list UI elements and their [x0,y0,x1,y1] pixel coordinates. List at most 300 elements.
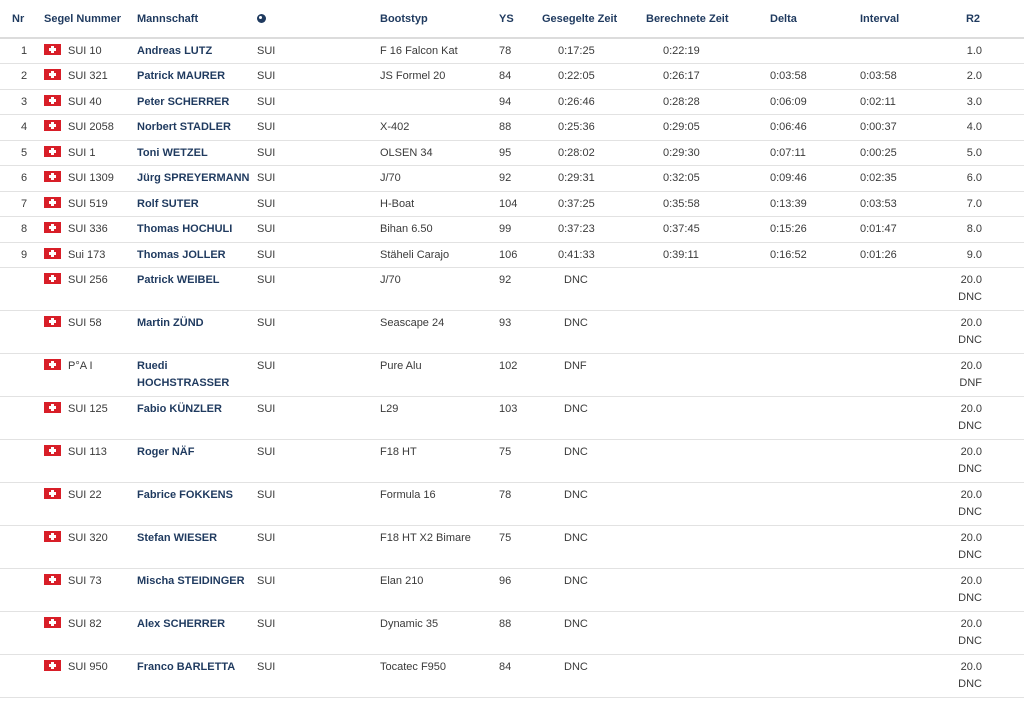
table-row[interactable] [0,268,1024,311]
sail-number: SUI 125 [68,403,108,415]
cell-r2 [914,440,1024,483]
cell-interval [822,354,914,397]
cell-team[interactable]: Thomas HOCHULI [137,217,257,243]
cell-ys: 102 [499,354,532,397]
cell-corrected-time [636,612,727,655]
cell-ys: 92 [499,268,532,311]
cell-delta [727,612,822,655]
cell-interval [822,311,914,354]
swiss-flag-icon [44,146,61,157]
cell-delta: 0:09:46 [727,166,822,192]
cell-ys: 93 [499,311,532,354]
swiss-flag-icon [44,445,61,456]
cell-boat-type: Bihan 6.50 [380,217,499,243]
cell-sail-number [38,191,137,217]
cell-nation: SUI [257,115,380,141]
cell-boat-type: H-Boat [380,191,499,217]
cell-team[interactable]: Peter SCHERRER [137,89,257,115]
cell-interval: 0:03:53 [822,191,914,217]
cell-sail-number [38,397,137,440]
cell-delta [727,268,822,311]
cell-nr [0,483,38,526]
r2-points: 20.0 [960,317,982,329]
table-row[interactable] [0,64,1024,90]
swiss-flag-icon [44,95,61,106]
header-row [0,0,1024,38]
cell-nation: SUI [257,440,380,483]
table-row[interactable] [0,115,1024,141]
sail-number: SUI 10 [68,45,102,57]
cell-delta [727,354,822,397]
table-row[interactable] [0,397,1024,440]
cell-interval [822,526,914,569]
cell-ys: 78 [499,483,532,526]
cell-team[interactable]: Martin ZÜND [137,311,257,354]
cell-sailed-time: 0:17:25 [558,45,595,57]
cell-delta: 0:13:39 [727,191,822,217]
cell-sailed-time: DNC [532,440,636,483]
r2-points: 20.0 [960,618,982,630]
cell-interval: 0:01:26 [822,242,914,268]
cell-team[interactable]: Fabrice FOKKENS [137,483,257,526]
cell-nation: SUI [257,268,380,311]
cell-team[interactable]: Ruedi HOCHSTRASSER [137,354,257,397]
cell-delta [727,440,822,483]
cell-nr [0,311,38,354]
table-row[interactable] [0,440,1024,483]
header-nr[interactable]: Nr [0,0,38,38]
r2-points: 7.0 [966,197,982,210]
header-r2[interactable]: R2 [914,0,1024,38]
cell-r2 [914,268,1024,311]
table-row[interactable] [0,166,1024,192]
cell-ys: 95 [499,140,532,166]
cell-interval: 0:01:47 [822,217,914,243]
table-row[interactable] [0,569,1024,612]
sail-number: P°A I [68,360,93,372]
cell-sail-number [38,354,137,397]
cell-sailed-time: DNC [532,268,636,311]
swiss-flag-icon [44,69,61,80]
cell-sail-number [38,166,137,192]
sail-number: SUI 2058 [68,121,114,133]
cell-boat-type: F 16 Falcon Kat [380,45,458,57]
table-row[interactable] [0,655,1024,698]
cell-boat-type: JS Formel 20 [380,64,499,90]
cell-r2 [914,242,1024,268]
cell-team[interactable]: Thomas JOLLER [137,242,257,268]
cell-r2 [914,166,1024,192]
table-row[interactable] [0,89,1024,115]
cell-nation: SUI [257,311,380,354]
header-interval[interactable]: Interval [822,0,914,38]
cell-sailed-time: 0:26:46 [532,89,636,115]
cell-ys: 84 [499,655,532,698]
cell-sailed-time: 0:41:33 [532,242,636,268]
cell-corrected-time: 0:28:28 [636,89,727,115]
sail-number: SUI 58 [68,317,102,329]
cell-sailed-time: DNC [532,397,636,440]
swiss-flag-icon [44,660,61,671]
cell-nation: SUI [257,483,380,526]
cell-ys: 88 [499,612,532,655]
swiss-flag-icon [44,531,61,542]
cell-nation: SUI [257,217,380,243]
cell-team[interactable]: Patrick MAURER [137,64,257,90]
cell-corrected-time: 0:22:19 [663,45,700,57]
cell-corrected-time [636,569,727,612]
cell-sail-number [38,526,137,569]
cell-delta: 0:06:46 [727,115,822,141]
header-segel-nummer[interactable]: Segel Nummer [38,0,137,38]
cell-r2 [914,311,1024,354]
cell-sail-number [38,140,137,166]
sail-number: SUI 82 [68,618,102,630]
cell-corrected-time: 0:32:05 [636,166,727,192]
swiss-flag-icon [44,120,61,131]
cell-boat-type: Pure Alu [380,354,499,397]
cell-sail-number [38,655,137,698]
cell-nr: 6 [0,166,38,192]
table-row[interactable] [0,242,1024,268]
sail-number: SUI 519 [68,197,108,210]
swiss-flag-icon [44,359,61,370]
cell-r2 [914,397,1024,440]
cell-interval [822,483,914,526]
cell-nr [0,397,38,440]
r2-status: DNC [958,334,982,347]
cell-delta [727,655,822,698]
cell-r2 [914,38,1024,64]
cell-sailed-time: 0:37:25 [532,191,636,217]
cell-boat-type: J/70 [380,268,499,311]
cell-corrected-time [636,397,727,440]
cell-sailed-time: DNC [532,526,636,569]
header-gesegelte-zeit[interactable]: Gesegelte Zeit [532,0,636,38]
cell-sail-number [38,89,137,115]
table-row[interactable] [0,311,1024,354]
cell-team[interactable]: Franco BARLETTA [137,655,257,698]
cell-corrected-time: 0:35:58 [636,191,727,217]
sail-number: SUI 73 [68,575,102,587]
table-row[interactable] [0,354,1024,397]
swiss-flag-icon [44,402,61,413]
cell-corrected-time: 0:29:05 [636,115,727,141]
cell-team[interactable]: Jürg SPREYERMANN [137,166,257,192]
cell-nr: 3 [0,89,38,115]
cell-sailed-time: DNC [532,655,636,698]
header-ys[interactable]: YS [499,0,532,38]
sail-number: SUI 1 [68,146,96,159]
table-row[interactable] [0,217,1024,243]
cell-nation: SUI [257,526,380,569]
cell-sail-number [38,311,137,354]
cell-nr [0,569,38,612]
cell-nr: 8 [0,217,38,243]
cell-boat-type: Elan 210 [380,569,499,612]
cell-boat-type: J/70 [380,166,499,192]
table-row[interactable] [0,612,1024,655]
cell-nation: SUI [257,191,380,217]
cell-delta: 0:16:52 [727,242,822,268]
cell-boat-type: Dynamic 35 [380,612,499,655]
r2-status: DNC [958,592,982,605]
cell-nr: 5 [0,140,38,166]
cell-sail-number [38,569,137,612]
cell-sail-number [38,440,137,483]
cell-nation: SUI [257,655,380,698]
cell-team[interactable]: Fabio KÜNZLER [137,397,257,440]
sail-number: SUI 321 [68,70,108,82]
swiss-flag-icon [44,222,61,233]
cell-corrected-time: 0:29:30 [636,140,727,166]
cell-r2 [914,191,1024,217]
cell-interval [822,268,914,311]
cell-corrected-time [636,655,727,698]
swiss-flag-icon [44,273,61,284]
swiss-flag-icon [44,316,61,327]
r2-status: DNC [958,463,982,476]
sail-number: Sui 173 [68,248,106,261]
sail-number: SUI 950 [68,661,108,673]
r2-points: 6.0 [966,172,982,184]
cell-boat-type: X-402 [380,115,499,141]
swiss-flag-icon [44,171,61,182]
cell-sail-number [38,242,137,268]
cell-boat-type: L29 [380,397,499,440]
cell-r2 [914,483,1024,526]
r2-status: DNC [958,506,982,519]
cell-team[interactable]: Andreas LUTZ [137,45,213,57]
cell-sail-number [38,268,137,311]
cell-nr [0,268,38,311]
cell-ys: 84 [499,64,532,90]
cell-sail-number [38,483,137,526]
table-row[interactable] [0,38,1024,64]
cell-ys: 96 [499,569,532,612]
r2-points: 1.0 [966,45,982,57]
swiss-flag-icon [44,197,61,208]
cell-interval: 0:02:35 [822,166,914,192]
cell-sailed-time: DNC [532,612,636,655]
cell-sail-number [38,217,137,243]
sail-number: SUI 113 [68,446,107,458]
cell-r2 [914,89,1024,115]
swiss-flag-icon [44,617,61,628]
cell-r2 [914,217,1024,243]
cell-nr [0,440,38,483]
cell-nr: 1 [21,45,28,57]
r2-points: 20.0 [960,575,982,587]
globe-icon [257,14,266,23]
cell-r2 [914,526,1024,569]
cell-team[interactable]: Stefan WIESER [137,526,257,569]
r2-status: DNC [958,678,982,691]
cell-sailed-time: DNF [532,354,636,397]
swiss-flag-icon [44,574,61,585]
r2-points: 20.0 [960,274,982,286]
cell-ys: 94 [499,89,532,115]
r2-points: 20.0 [960,532,982,544]
cell-sailed-time: DNC [532,483,636,526]
r2-points: 2.0 [966,70,982,82]
cell-corrected-time [636,440,727,483]
cell-corrected-time: 0:37:45 [636,217,727,243]
cell-boat-type: Tocatec F950 [380,655,499,698]
header-nation[interactable] [257,0,380,38]
cell-nation: SUI [257,242,380,268]
cell-nr: 9 [0,242,38,268]
cell-nation: SUI [257,140,380,166]
cell-r2 [914,64,1024,90]
cell-nr [0,655,38,698]
cell-boat-type: OLSEN 34 [380,140,499,166]
cell-delta: 0:07:11 [727,140,822,166]
cell-interval [822,38,914,64]
cell-nr [0,612,38,655]
cell-sailed-time: 0:29:31 [532,166,636,192]
cell-nation: SUI [257,45,276,57]
sail-number: SUI 40 [68,95,102,108]
cell-nation: SUI [257,64,380,90]
cell-delta: 0:06:09 [727,89,822,115]
cell-nation: SUI [257,397,380,440]
r2-points: 9.0 [966,248,982,261]
cell-corrected-time [636,311,727,354]
cell-boat-type: Seascape 24 [380,311,499,354]
cell-sailed-time: DNC [532,569,636,612]
cell-nation: SUI [257,569,380,612]
cell-interval [822,655,914,698]
cell-boat-type: Formula 16 [380,483,499,526]
cell-ys: 103 [499,397,532,440]
cell-r2 [914,115,1024,141]
results-body [0,38,1024,698]
cell-sail-number [38,38,137,64]
r2-points: 8.0 [966,223,982,235]
cell-nr [0,526,38,569]
cell-corrected-time [636,354,727,397]
cell-boat-type: Stäheli Carajo [380,242,499,268]
cell-ys: 75 [499,440,532,483]
cell-ys: 78 [499,45,512,57]
cell-r2 [914,140,1024,166]
cell-sailed-time: 0:28:02 [532,140,636,166]
cell-boat-type: F18 HT X2 Bimare [380,526,499,569]
cell-team[interactable]: Alex SCHERRER [137,612,257,655]
cell-nr: 7 [0,191,38,217]
cell-corrected-time [636,268,727,311]
cell-delta: 0:03:58 [727,64,822,90]
cell-sail-number [38,115,137,141]
cell-r2 [914,655,1024,698]
cell-interval: 0:02:11 [822,89,914,115]
cell-sailed-time: 0:37:23 [532,217,636,243]
sail-number: SUI 256 [68,274,108,286]
cell-interval [822,612,914,655]
cell-r2 [914,569,1024,612]
cell-corrected-time [636,483,727,526]
table-row[interactable] [0,526,1024,569]
r2-points: 20.0 [960,489,982,501]
cell-sail-number [38,64,137,90]
cell-team[interactable]: Toni WETZEL [137,140,257,166]
cell-team[interactable]: Roger NÄF [137,440,257,483]
table-row[interactable] [0,140,1024,166]
cell-team[interactable]: Norbert STADLER [137,115,257,141]
cell-sailed-time: DNC [532,311,636,354]
cell-corrected-time [636,526,727,569]
cell-delta: 0:15:26 [727,217,822,243]
r2-points: 3.0 [966,95,982,108]
header-berechnete-zeit[interactable]: Berechnete Zeit [636,0,727,38]
cell-interval [822,440,914,483]
sail-number: SUI 22 [68,489,102,501]
cell-team[interactable]: Patrick WEIBEL [137,268,257,311]
cell-nation: SUI [257,612,380,655]
header-bootstyp[interactable]: Bootstyp [380,0,499,38]
cell-interval [822,397,914,440]
header-mannschaft[interactable]: Mannschaft [137,0,257,38]
cell-ys: 104 [499,191,532,217]
cell-nr: 2 [0,64,38,90]
swiss-flag-icon [44,44,61,55]
cell-ys: 99 [499,217,532,243]
cell-nation: SUI [257,354,380,397]
cell-corrected-time: 0:26:17 [636,64,727,90]
cell-delta [727,311,822,354]
cell-boat-type [380,89,499,115]
cell-team[interactable]: Rolf SUTER [137,191,257,217]
cell-team[interactable]: Mischa STEIDINGER [137,569,257,612]
r2-points: 20.0 [960,403,982,415]
cell-delta [727,38,822,64]
r2-points: 5.0 [966,146,982,159]
cell-r2 [914,612,1024,655]
table-row[interactable] [0,191,1024,217]
cell-ys: 92 [499,166,532,192]
cell-nr [0,354,38,397]
cell-ys: 88 [499,115,532,141]
r2-points: 20.0 [960,360,982,372]
cell-r2 [914,354,1024,397]
swiss-flag-icon [44,248,61,259]
cell-boat-type: F18 HT [380,440,499,483]
sail-number: SUI 320 [68,532,108,544]
cell-ys: 75 [499,526,532,569]
swiss-flag-icon [44,488,61,499]
table-row[interactable] [0,483,1024,526]
cell-delta [727,397,822,440]
cell-nation: SUI [257,166,380,192]
cell-sailed-time: 0:22:05 [532,64,636,90]
sail-number: SUI 336 [68,223,108,235]
r2-status: DNC [958,549,982,562]
cell-sailed-time: 0:25:36 [532,115,636,141]
cell-delta [727,526,822,569]
cell-delta [727,483,822,526]
r2-points: 20.0 [960,661,982,673]
cell-ys: 106 [499,242,532,268]
r2-status: DNF [959,377,982,390]
header-delta[interactable]: Delta [727,0,822,38]
cell-interval [822,569,914,612]
cell-nation: SUI [257,89,380,115]
r2-status: DNC [958,635,982,648]
r2-points: 20.0 [960,446,982,458]
cell-interval: 0:03:58 [822,64,914,90]
cell-delta [727,569,822,612]
